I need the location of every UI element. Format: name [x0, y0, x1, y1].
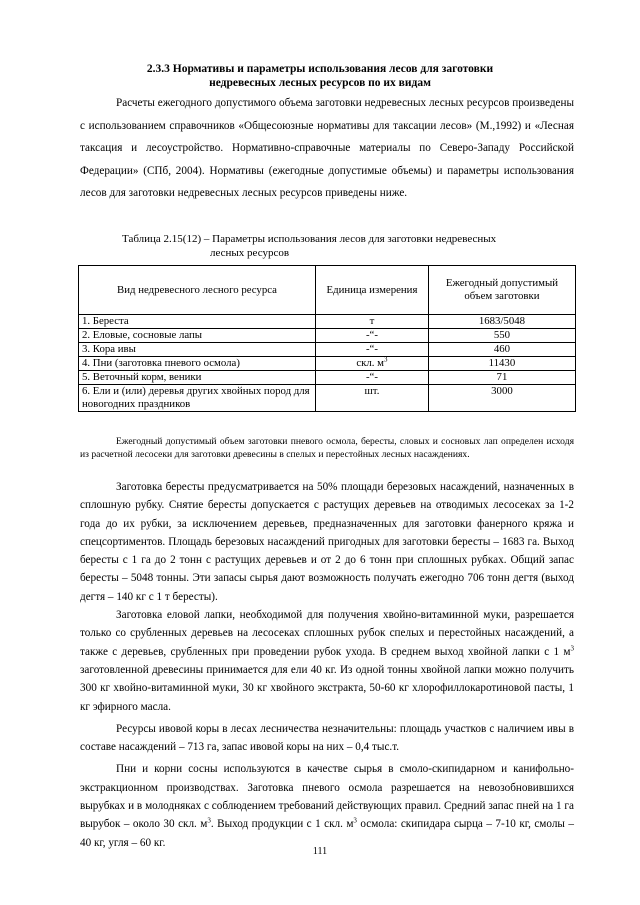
resource-name: 5. Веточный корм, веники	[79, 371, 316, 385]
resource-volume: 71	[428, 371, 575, 385]
table-row	[79, 357, 576, 371]
stumps-text-a: Пни и корни сосны используются в качестве сырья в смоло-скипидарном и канифольно-экстракционном производствах. Заготовка пневого осмола разрешается на невозобновившихся вырубках и в молодняках с соблюдением требований действующих правил. Средний запас пней на 1 га вырубок – около 30 скл. м	[80, 763, 574, 831]
table-caption-line-1: Таблица 2.15(12) – Параметры использования лесов для заготовки недревесных	[122, 233, 497, 245]
superscript-3: 3	[570, 643, 574, 652]
resource-name: 3. Кора ивы	[79, 343, 316, 357]
resource-volume: 1683/5048	[428, 315, 575, 329]
superscript-3: 3	[207, 816, 211, 825]
table-row	[79, 343, 576, 357]
resource-unit: шт.	[316, 385, 429, 412]
stumps-text-b: . Выход продукции с 1 скл. м	[210, 818, 354, 831]
header-resource-type: Вид недревесного лесного ресурса	[79, 266, 316, 315]
header-unit: Единица измерения	[316, 266, 429, 315]
table-row	[79, 371, 576, 385]
resource-name: 4. Пни (заготовка пневого осмола)	[79, 357, 316, 371]
table-row	[79, 385, 576, 412]
spruce-text-a: Заготовка еловой лапки, необходимой для получения хвойно-витаминной муки, разрешается только со срубленных деревьев на лесосеках сплошных рубок спелых и перестойных насаждений, а также с деревьев, срубленных при проведении рубок ухода. В среднем выход хвойной лапки с 1 м	[80, 609, 574, 658]
header-annual-volume: Ежегодный допустимый объем заготовки	[428, 266, 575, 315]
superscript-3: 3	[353, 816, 357, 825]
intro-paragraph-block	[80, 92, 574, 205]
willow-bark-paragraph: Ресурсы ивовой коры в лесах лесничества незначительны: площадь участков с наличием ивы в составе насаждений – 713 га, запас ивовой коры на них – 0,4 тыс.т.	[80, 722, 574, 754]
resource-unit: т	[316, 315, 429, 329]
resource-unit: -“-	[316, 371, 429, 385]
table-caption-line-2: лесных ресурсов	[210, 247, 290, 259]
resources-table	[78, 265, 576, 412]
page-number: 111	[312, 846, 328, 857]
birch-bark-paragraph: Заготовка бересты предусматривается на 50% площади березовых насаждений, назначенных в сплошную рубку. Снятие бересты допускается с растущих деревьев на отводимых лесосеках за 1-2 года до их рубки, за исключением деревьев, предназначенных для заготовки фанерного кряжа и спецсортиментов. Площадь березовых насаждений пригодных для заготовки бересты – 1683 га. Выход бересты с 1 га до 2 тонн с растущих деревьев и от 2 до 6 тонн при сплошных рубках. Общий запас бересты – 5048 тонны. Эти запасы сырья дают возможность получать ежегодно 706 тонн дегтя (выход дегтя – 140 кг с 1 т бересты).	[80, 481, 574, 603]
unit-superscript: 3	[384, 355, 388, 364]
resource-unit	[316, 357, 429, 371]
section-heading-line-1: 2.3.3 Нормативы и параметры использования лесов для заготовки	[146, 63, 494, 75]
table-header-row	[79, 266, 576, 315]
resource-name: 6. Ели и (или) деревья других хвойных пород для новогодних праздников	[79, 385, 316, 412]
resource-unit: -“-	[316, 329, 429, 343]
resource-volume: 3000	[428, 385, 575, 412]
table-row	[79, 315, 576, 329]
resource-volume: 11430	[428, 357, 575, 371]
table-caption	[122, 232, 582, 260]
intro-paragraph: Расчеты ежегодного допустимого объема заготовки недревесных лесных ресурсов произведены с использованием справочников «Общесоюзные нормативы для таксации лесов» (М.,1992) и «Лесная таксация и лесоустройство. Нормативно-справочные материалы по Северо-Западу Российской Федерации» (СПб, 2004). Нормативы (ежегодные допустимые объемы) и параметры использования лесов для заготовки недревесных лесных ресурсов приведены ниже.	[80, 97, 574, 199]
spruce-text-b: заготовленной древесины принимается для ели 40 кг. Из одной тонны хвойной лапки можно получить 300 кг хвойно-витаминной муки, 30 кг хвойного экстракта, 50-60 кг хлорофиллокаротиновой пасты, 1 кг эфирного масла.	[80, 663, 574, 713]
table-row	[79, 329, 576, 343]
body-text	[80, 478, 574, 852]
resource-unit: -“-	[316, 343, 429, 357]
spruce-branches-paragraph	[80, 606, 574, 716]
resource-name: 2. Еловые, сосновые лапы	[79, 329, 316, 343]
resource-volume: 550	[428, 329, 575, 343]
resource-name: 1. Береста	[79, 315, 316, 329]
table-note: Ежегодный допустимый объем заготовки пневого осмола, бересты, словых и сосновых лап определен исходя из расчетной лесосеки для заготовки древесины в спелых и перестойных лесных насаждениях.	[80, 436, 574, 460]
section-heading-line-2: недревесных лесных ресурсов по их видам	[209, 77, 431, 89]
stumps-text-c: осмола: скипидара сырца – 7-10 кг, смолы – 40 кг, угля – 60 кг.	[80, 818, 574, 849]
stumps-paragraph	[80, 760, 574, 851]
unit-text: скл. м	[356, 357, 385, 369]
section-heading	[0, 62, 640, 90]
resource-volume: 460	[428, 343, 575, 357]
